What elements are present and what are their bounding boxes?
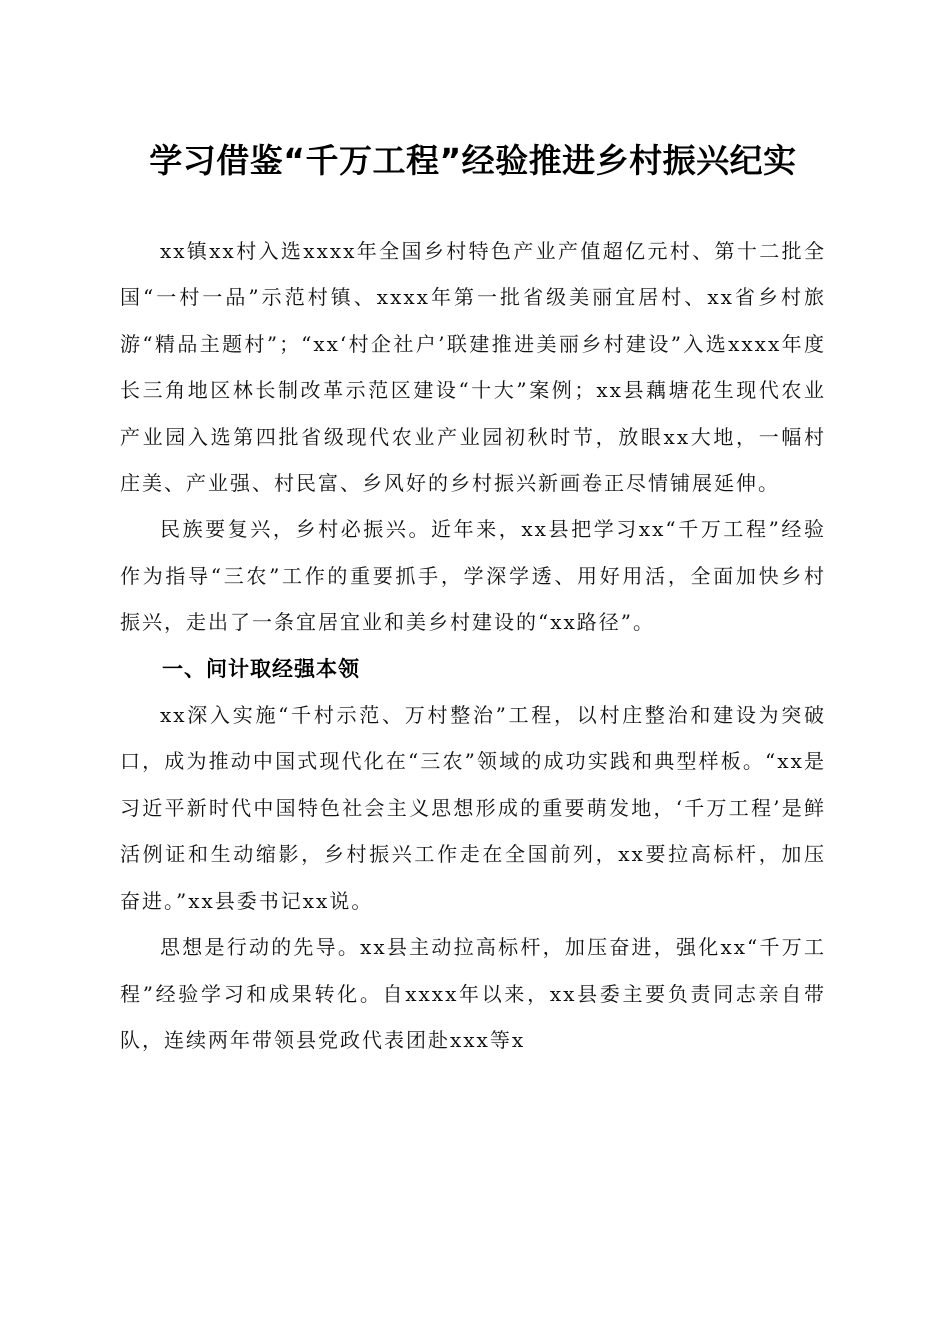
document-title: 学习借鉴“千万工程”经验推进乡村振兴纪实 bbox=[149, 141, 797, 180]
paragraph-section1-1: xx深入实施“千村示范、万村整治”工程，以村庄整治和建设为突破口，成为推动中国式现代化在“三农”领域的成功实践和典型样板。“xx是习近平新时代中国特色社会主义思想形成的重要萌发地，‘千万工程’是鲜活例证和生动缩影，乡村振兴工作走在全国前列，xx要拉高标杆，加压奋进。”xx县委书记xx说。 bbox=[120, 703, 826, 913]
paragraph-revitalization: 民族要复兴，乡村必振兴。近年来，xx县把学习xx“千万工程”经验作为指导“三农”工作的重要抓手，学深学透、用好用活，全面加快乡村振兴，走出了一条宜居宜业和美乡村建设的“xx路径”。 bbox=[120, 517, 826, 635]
paragraph-section1-2: 思想是行动的先导。xx县主动拉高标杆，加压奋进，强化xx“千万工程”经验学习和成果转化。自xxxx年以来，xx县委主要负责同志亲自带队，连续两年带领县党政代表团赴xxx等x bbox=[120, 935, 826, 1052]
document-body bbox=[120, 228, 826, 1063]
section-heading-1: 一、问计取经强本领 bbox=[162, 656, 360, 681]
document-page bbox=[120, 130, 826, 1063]
paragraph-intro: xx镇xx村入选xxxx年全国乡村特色产业产值超亿元村、第十二批全国“一村一品”示范村镇、xxxx年第一批省级美丽宜居村、xx省乡村旅游“精品主题村”；“xx‘村企社户’联建推进美丽乡村建设”入选xxxx年度长三角地区林长制改革示范区建设“十大”案例；xx县藕塘花生现代农业产业园入选第四批省级现代农业产业园初秋时节，放眼xx大地，一幅村庄美、产业强、村民富、乡风好的乡村振兴新画卷正尽情铺展延伸。 bbox=[120, 239, 826, 496]
